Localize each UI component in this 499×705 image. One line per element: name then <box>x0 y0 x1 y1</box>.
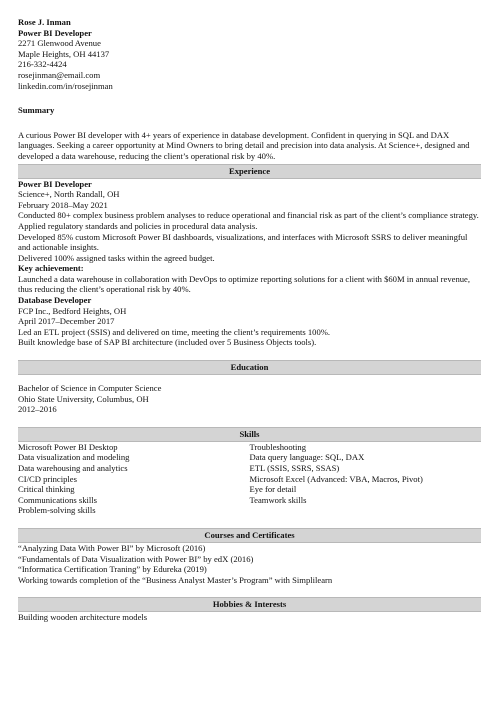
experience-heading: Experience <box>18 164 481 179</box>
education-dates: 2012–2016 <box>18 404 57 415</box>
candidate-name: Rose J. Inman <box>18 17 71 27</box>
course-item: “Analyzing Data With Power BI” by Microsoft (2016) <box>18 542 206 553</box>
hobby-item: Building wooden architecture models <box>18 612 148 623</box>
phone: 216-332-4424 <box>18 59 67 70</box>
courses-heading: Courses and Certificates <box>18 528 481 543</box>
key-achievement-text: Launched a data warehouse in collaboration with DevOps to optimize reporting solutions for a client with $60M in annual revenue, thus reducing the client’s operational risk by 40%. <box>18 273 471 295</box>
skills-right-column <box>250 442 482 516</box>
job-bullet: Led an ETL project (SSIS) and delivered on time, meeting the client’s requirements 100%. <box>18 326 331 337</box>
skill-item: Microsoft Power BI Desktop <box>18 441 118 452</box>
skill-item: Critical thinking <box>18 484 75 495</box>
skills-section <box>18 442 481 516</box>
summary-heading: Summary <box>18 105 55 116</box>
job-bullet: Applied regulatory standards and policies in procedural data analysis. <box>18 220 258 231</box>
skill-item: Eye for detail <box>249 484 297 495</box>
course-item: Working towards completion of the “Business Analyst Master’s Program” with Simplilearn <box>18 574 333 585</box>
address-line-2: Maple Heights, OH 44137 <box>18 48 110 59</box>
course-item: “Fundamentals of Data Visualization with Power BI” by edX (2016) <box>18 553 254 564</box>
skills-left-column <box>18 442 250 516</box>
job-bullet: Conducted 80+ complex business problem analyses to reduce operational and financial risk as part of the client’s compliance strategy. <box>18 210 479 221</box>
school: Ohio State University, Columbus, OH <box>18 393 149 404</box>
skill-item: Teamwork skills <box>249 494 307 505</box>
candidate-title: Power BI Developer <box>18 27 92 38</box>
hobbies-section <box>18 612 481 623</box>
job-bullet: Built knowledge base of SAP BI architecture (included over 5 Business Objects tools). <box>18 337 317 348</box>
skill-item: CI/CD principles <box>18 473 77 484</box>
job-entry <box>18 179 481 296</box>
skill-item: Microsoft Excel (Advanced: VBA, Macros, Pivot) <box>249 473 423 484</box>
skill-item: Problem-solving skills <box>18 505 96 516</box>
education-heading: Education <box>18 360 481 375</box>
job-bullet: Delivered 100% assigned tasks within the agreed budget. <box>18 252 215 263</box>
courses-section <box>18 543 481 585</box>
skill-item: Communications skills <box>18 494 98 505</box>
course-item: “Informatica Certification Traning” by Edureka (2019) <box>18 564 207 575</box>
summary-text: A curious Power BI developer with 4+ years of experience in database development. Confident in querying in SQL and DAX languages. Seeking a career opportunity at Mind Owners to bring detail and precision into data analysis. At Science+, designed and developed a data warehouse, reducing the client’s operational risk by 40%. <box>18 129 470 161</box>
job-title: Power BI Developer <box>18 178 92 189</box>
hobbies-heading: Hobbies & Interests <box>18 597 481 612</box>
job-dates: February 2018–May 2021 <box>18 199 108 210</box>
linkedin: linkedin.com/in/rosejinman <box>18 80 113 91</box>
job-bullet: Developed 85% custom Microsoft Power BI dashboards, visualizations, and interfaces with Microsoft SSRS to deliver meaningful and actionable insights. <box>18 231 468 253</box>
skill-item: Data warehousing and analytics <box>18 463 128 473</box>
email: rosejinman@email.com <box>18 69 101 80</box>
skill-item: Data query language: SQL, DAX <box>249 452 365 463</box>
skill-item: ETL (SSIS, SSRS, SSAS) <box>249 463 340 473</box>
job-company: Science+, North Randall, OH <box>18 189 120 200</box>
job-company: FCP Inc., Bedford Heights, OH <box>18 305 127 316</box>
job-dates: April 2017–December 2017 <box>18 316 115 327</box>
contact-header <box>18 17 481 91</box>
job-title: Database Developer <box>18 295 92 306</box>
job-entry <box>18 295 481 348</box>
skill-item: Troubleshooting <box>249 441 307 452</box>
resume-page <box>18 17 481 623</box>
address-line-1: 2271 Glenwood Avenue <box>18 38 101 49</box>
experience-section <box>18 179 481 349</box>
key-achievement-label: Key achievement: <box>18 263 84 274</box>
skill-item: Data visualization and modeling <box>18 452 130 463</box>
skills-heading: Skills <box>18 427 481 442</box>
degree: Bachelor of Science in Computer Science <box>18 383 162 394</box>
education-section <box>18 383 481 415</box>
